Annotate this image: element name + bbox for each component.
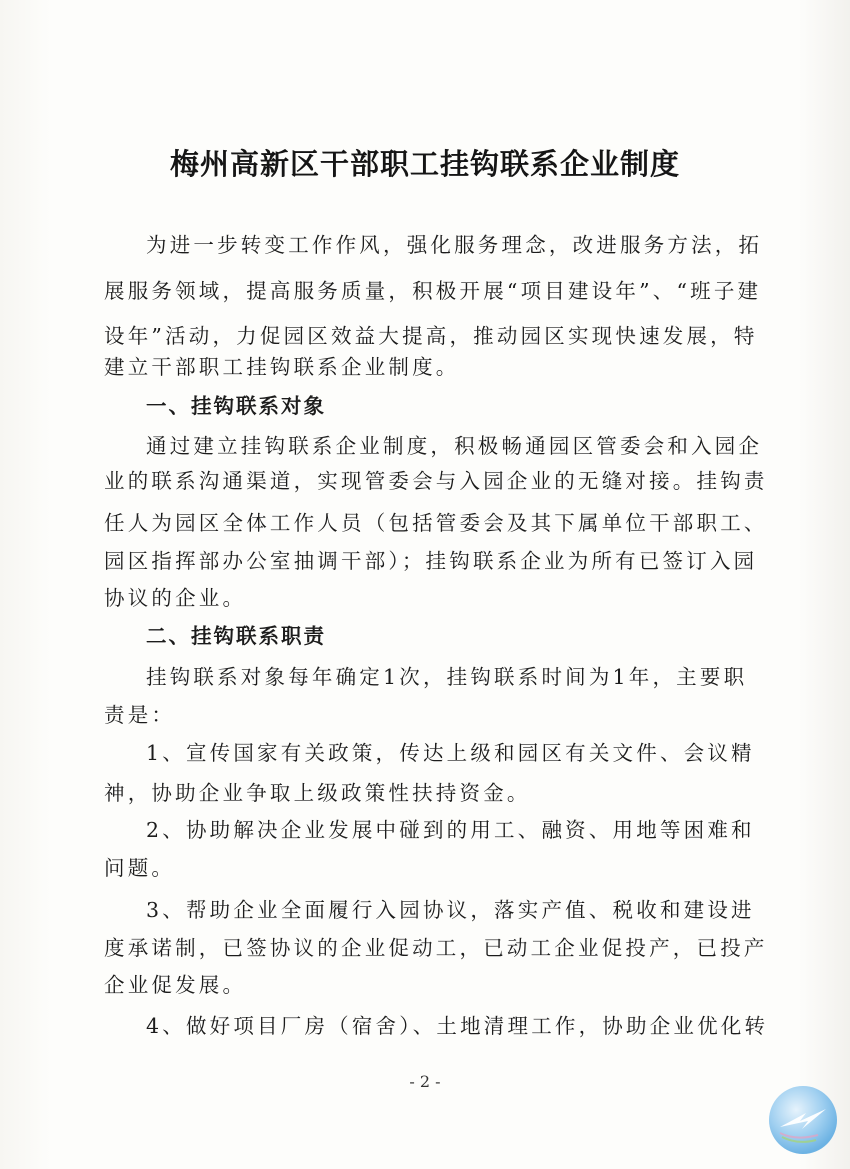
body-line: 3、帮助企业全面履行入园协议，落实产值、税收和建设进: [146, 898, 755, 922]
section-heading: 二、挂钩联系职责: [146, 624, 326, 648]
body-line: 协议的企业。: [104, 586, 247, 610]
body-line: 4、做好项目厂房（宿舍）、土地清理工作，协助企业优化转: [146, 1014, 769, 1038]
body-line: 园区指挥部办公室抽调干部）；挂钩联系企业为所有已签订入园: [104, 549, 758, 573]
document-title: 梅州高新区干部职工挂钩联系企业制度: [169, 147, 680, 181]
lightning-globe-icon: [766, 1083, 840, 1157]
section-heading: 一、挂钩联系对象: [146, 394, 326, 418]
body-line: 企业促发展。: [104, 973, 247, 997]
body-line: 通过建立挂钩联系企业制度，积极畅通园区管委会和入园企: [146, 434, 763, 458]
body-line: 为进一步转变工作作风，强化服务理念，改进服务方法，拓: [146, 233, 763, 257]
body-line: 设年”活动，力促园区效益大提高，推动园区实现快速发展，特: [104, 324, 758, 348]
body-line: 建立干部职工挂钩联系企业制度。: [104, 355, 460, 379]
body-line: 责是：: [104, 703, 176, 727]
body-line: 度承诺制，已签协议的企业促动工，已动工企业促投产，已投产: [104, 936, 768, 960]
body-line: 神，协助企业争取上级政策性扶持资金。: [104, 781, 531, 805]
body-line: 任人为园区全体工作人员（包括管委会及其下属单位干部职工、: [104, 511, 768, 535]
body-line: 2、协助解决企业发展中碰到的用工、融资、用地等困难和: [146, 818, 755, 842]
body-line: 业的联系沟通渠道，实现管委会与入园企业的无缝对接。挂钩责: [104, 469, 768, 493]
body-line: 问题。: [104, 856, 176, 880]
body-line: 展服务领域，提高服务质量，积极开展“项目建设年”、“班子建: [104, 279, 762, 303]
body-line: 1、宣传国家有关政策，传达上级和园区有关文件、会议精: [146, 741, 755, 765]
body-line: 挂钩联系对象每年确定1次，挂钩联系时间为1年，主要职: [146, 665, 748, 689]
page-number: - 2 -: [409, 1072, 441, 1091]
